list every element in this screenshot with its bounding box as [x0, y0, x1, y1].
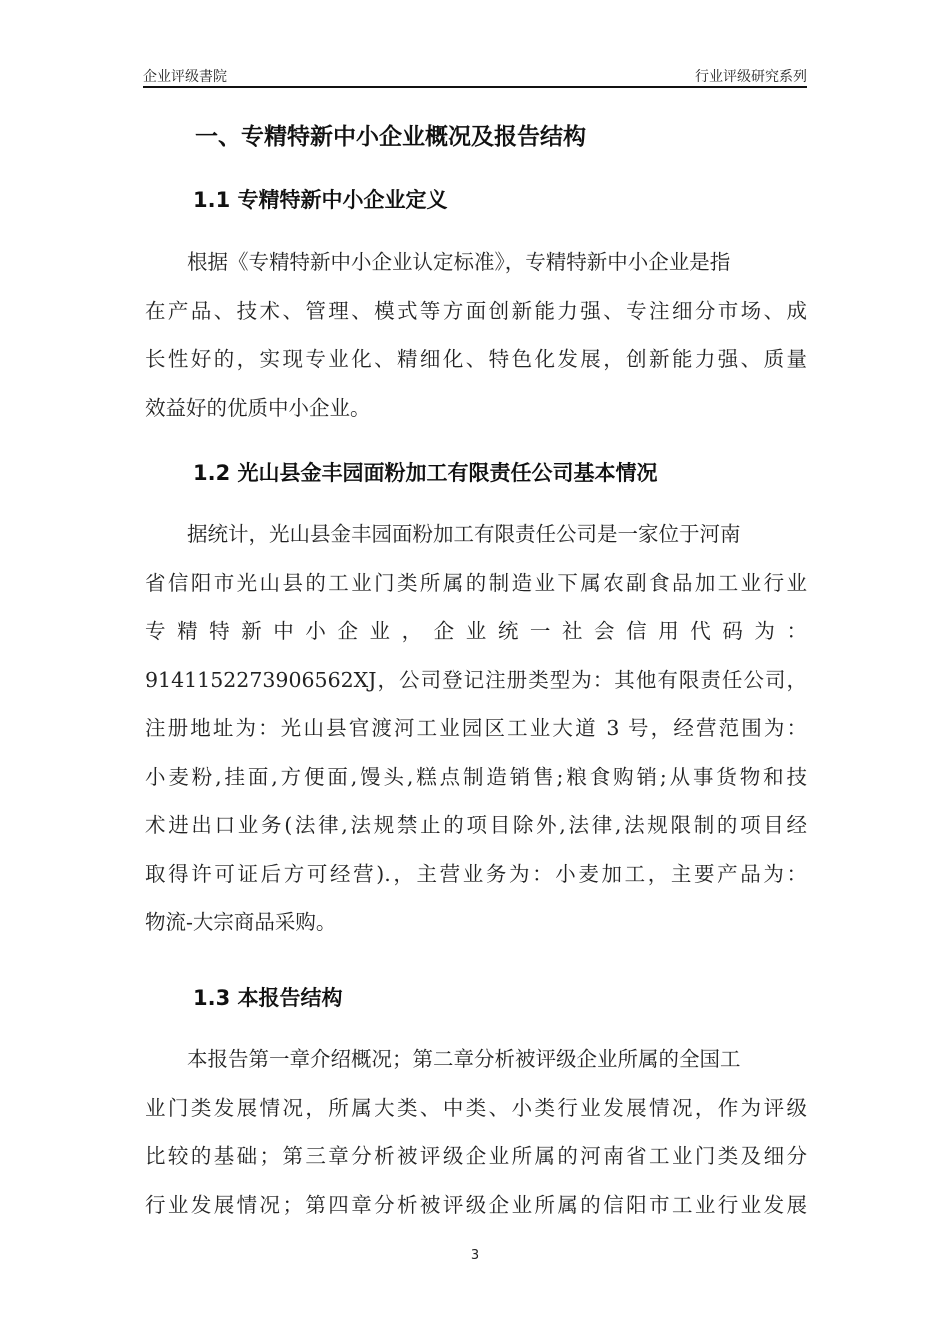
paragraph-line: 取得许可证后方可经营).，主营业务为：小麦加工，主要产品为：: [145, 861, 807, 886]
paragraph-line: 注册地址为：光山县官渡河工业园区工业大道 3 号，经营范围为：: [145, 716, 807, 740]
paragraph-line: 效益好的优质中小企业。: [145, 395, 371, 420]
paragraph-line: 术进出口业务(法律,法规禁止的项目除外,法律,法规限制的项目经: [145, 813, 807, 837]
section-heading-1-3: 1.3 本报告结构: [193, 986, 343, 1010]
section-heading-1-2: 1.2 光山县金丰园面粉加工有限责任公司基本情况: [193, 461, 658, 485]
section-1-1-paragraph: [145, 238, 807, 432]
paragraph-line: 专 精 特 新 中 小 企 业 ， 企 业 统 一 社 会 信 用 代 码 为 ：: [145, 619, 807, 643]
paragraph-line: 业门类发展情况，所属大类、中类、小类行业发展情况，作为评级: [145, 1095, 807, 1120]
paragraph-line: 本报告第一章介绍概况；第二章分析被评级企业所属的全国工: [187, 1047, 741, 1071]
header-series: 行业评级研究系列: [695, 69, 807, 85]
paragraph-line: 小麦粉,挂面,方便面,馒头,糕点制造销售;粮食购销;从事货物和技: [145, 764, 807, 789]
section-1-2-paragraph: [145, 510, 807, 947]
header-publisher: 企业评级書院: [143, 69, 227, 85]
paragraph-line: 据统计，光山县金丰园面粉加工有限责任公司是一家位于河南: [187, 522, 741, 546]
page-header: [143, 66, 807, 88]
paragraph-line: 省信阳市光山县的工业门类所属的制造业下属农副食品加工业行业: [145, 570, 807, 595]
paragraph-line: 物流-大宗商品采购。: [145, 910, 337, 934]
paragraph-line: 比较的基础；第三章分析被评级企业所属的河南省工业门类及细分: [145, 1144, 807, 1168]
paragraph-line: 9141152273906562XJ，公司登记注册类型为：其他有限责任公司，: [145, 667, 807, 692]
page-number: 3: [470, 1248, 480, 1263]
paragraph-line: 行业发展情况；第四章分析被评级企业所属的信阳市工业行业发展: [145, 1192, 807, 1217]
paragraph-line: 在产品、技术、管理、模式等方面创新能力强、专注细分市场、成: [145, 298, 807, 323]
section-heading-1-1: 1.1 专精特新中小企业定义: [193, 188, 448, 212]
section-1-3-paragraph: [145, 1035, 807, 1229]
paragraph-line: 根据《专精特新中小企业认定标准》，专精特新中小企业是指: [187, 250, 731, 274]
paragraph-line: 长性好的，实现专业化、精细化、特色化发展，创新能力强、质量: [145, 347, 807, 371]
chapter-title: 一、专精特新中小企业概况及报告结构: [195, 124, 586, 150]
